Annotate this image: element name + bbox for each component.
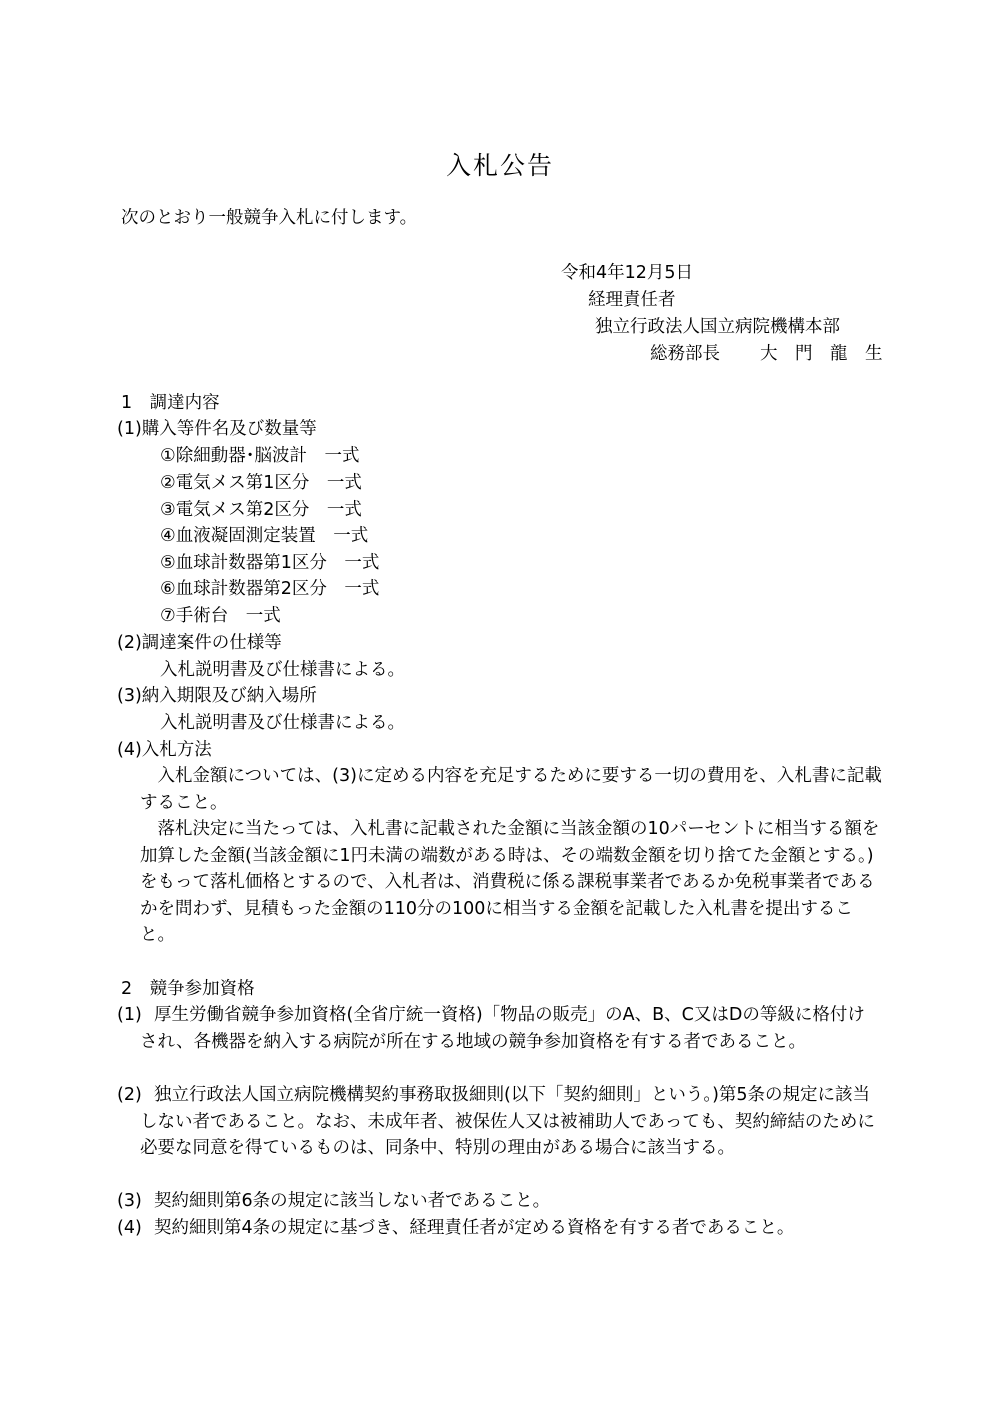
bid-method-paragraph: 入札金額については、(3)に定める内容を充足するために要する一切の費用を、入札書に記載すること。	[140, 766, 882, 813]
eligibility-label: (2)	[117, 1085, 142, 1105]
procurement-item: ③電気メス第2区分 一式	[160, 500, 362, 520]
eligibility-label: (4)	[117, 1218, 142, 1238]
section1-sub1-heading: (1)購入等件名及び数量等	[117, 419, 317, 439]
section1-sub3-heading: (3)納入期限及び納入場所	[117, 686, 317, 706]
eligibility-text: 厚生労働省競争参加資格(全省庁統一資格)「物品の販売」のA、B、C又はDの等級に格付けされ、各機器を納入する病院が所在する地域の競争参加資格を有する者であること。	[140, 1005, 865, 1052]
section1-heading: 1 調達内容	[121, 393, 220, 413]
signer-position: 総務部長	[650, 344, 720, 364]
eligibility-text: 契約細則第6条の規定に該当しない者であること。	[154, 1191, 551, 1211]
notice-date: 令和4年12月5日	[561, 263, 694, 283]
signer-role: 経理責任者	[588, 290, 676, 310]
section1-sub2-text: 入札説明書及び仕様書による。	[160, 660, 405, 680]
signer-organization: 独立行政法人国立病院機構本部	[595, 317, 840, 337]
section1-sub2-heading: (2)調達案件の仕様等	[117, 633, 282, 653]
eligibility-label: (1)	[117, 1005, 142, 1025]
section2-heading: 2 競争参加資格	[121, 979, 255, 999]
procurement-item: ⑤血球計数器第1区分 一式	[160, 553, 380, 573]
page-title: 入札公告	[445, 151, 554, 180]
procurement-item: ⑥血球計数器第2区分 一式	[160, 579, 380, 599]
eligibility-text: 独立行政法人国立病院機構契約事務取扱細則(以下「契約細則」という。)第5条の規定に該当しない者であること。なお、未成年者、被保佐人又は被補助人であっても、契約締結のために必要な同意を得ているものは、同条中、特別の理由がある場合に該当する。	[140, 1085, 875, 1159]
award-price-paragraph: 落札決定に当たっては、入札書に記載された金額に当該金額の10パーセントに相当する額を加算した金額(当該金額に1円未満の端数がある時は、その端数金額を切り捨てた金額とする。)をもって落札価格とするので、入札者は、消費税に係る課税事業者であるか免税事業者であるかを問わず、見積もった金額の110分の100に相当する金額を記載した入札書を提出すること。	[140, 819, 880, 946]
procurement-item: ①除細動器･脳波計 一式	[160, 446, 360, 466]
signer-name: 大 門 龍 生	[760, 344, 883, 364]
section1-sub3-text: 入札説明書及び仕様書による。	[160, 713, 405, 733]
eligibility-text: 契約細則第4条の規定に基づき、経理責任者が定める資格を有する者であること。	[154, 1218, 795, 1238]
procurement-item: ②電気メス第1区分 一式	[160, 473, 362, 493]
section1-sub4-heading: (4)入札方法	[117, 740, 212, 760]
procurement-item: ⑦手術台 一式	[160, 606, 281, 626]
eligibility-label: (3)	[117, 1191, 142, 1211]
intro-text: 次のとおり一般競争入札に付します。	[121, 208, 418, 228]
procurement-item: ④血液凝固測定装置 一式	[160, 526, 369, 546]
